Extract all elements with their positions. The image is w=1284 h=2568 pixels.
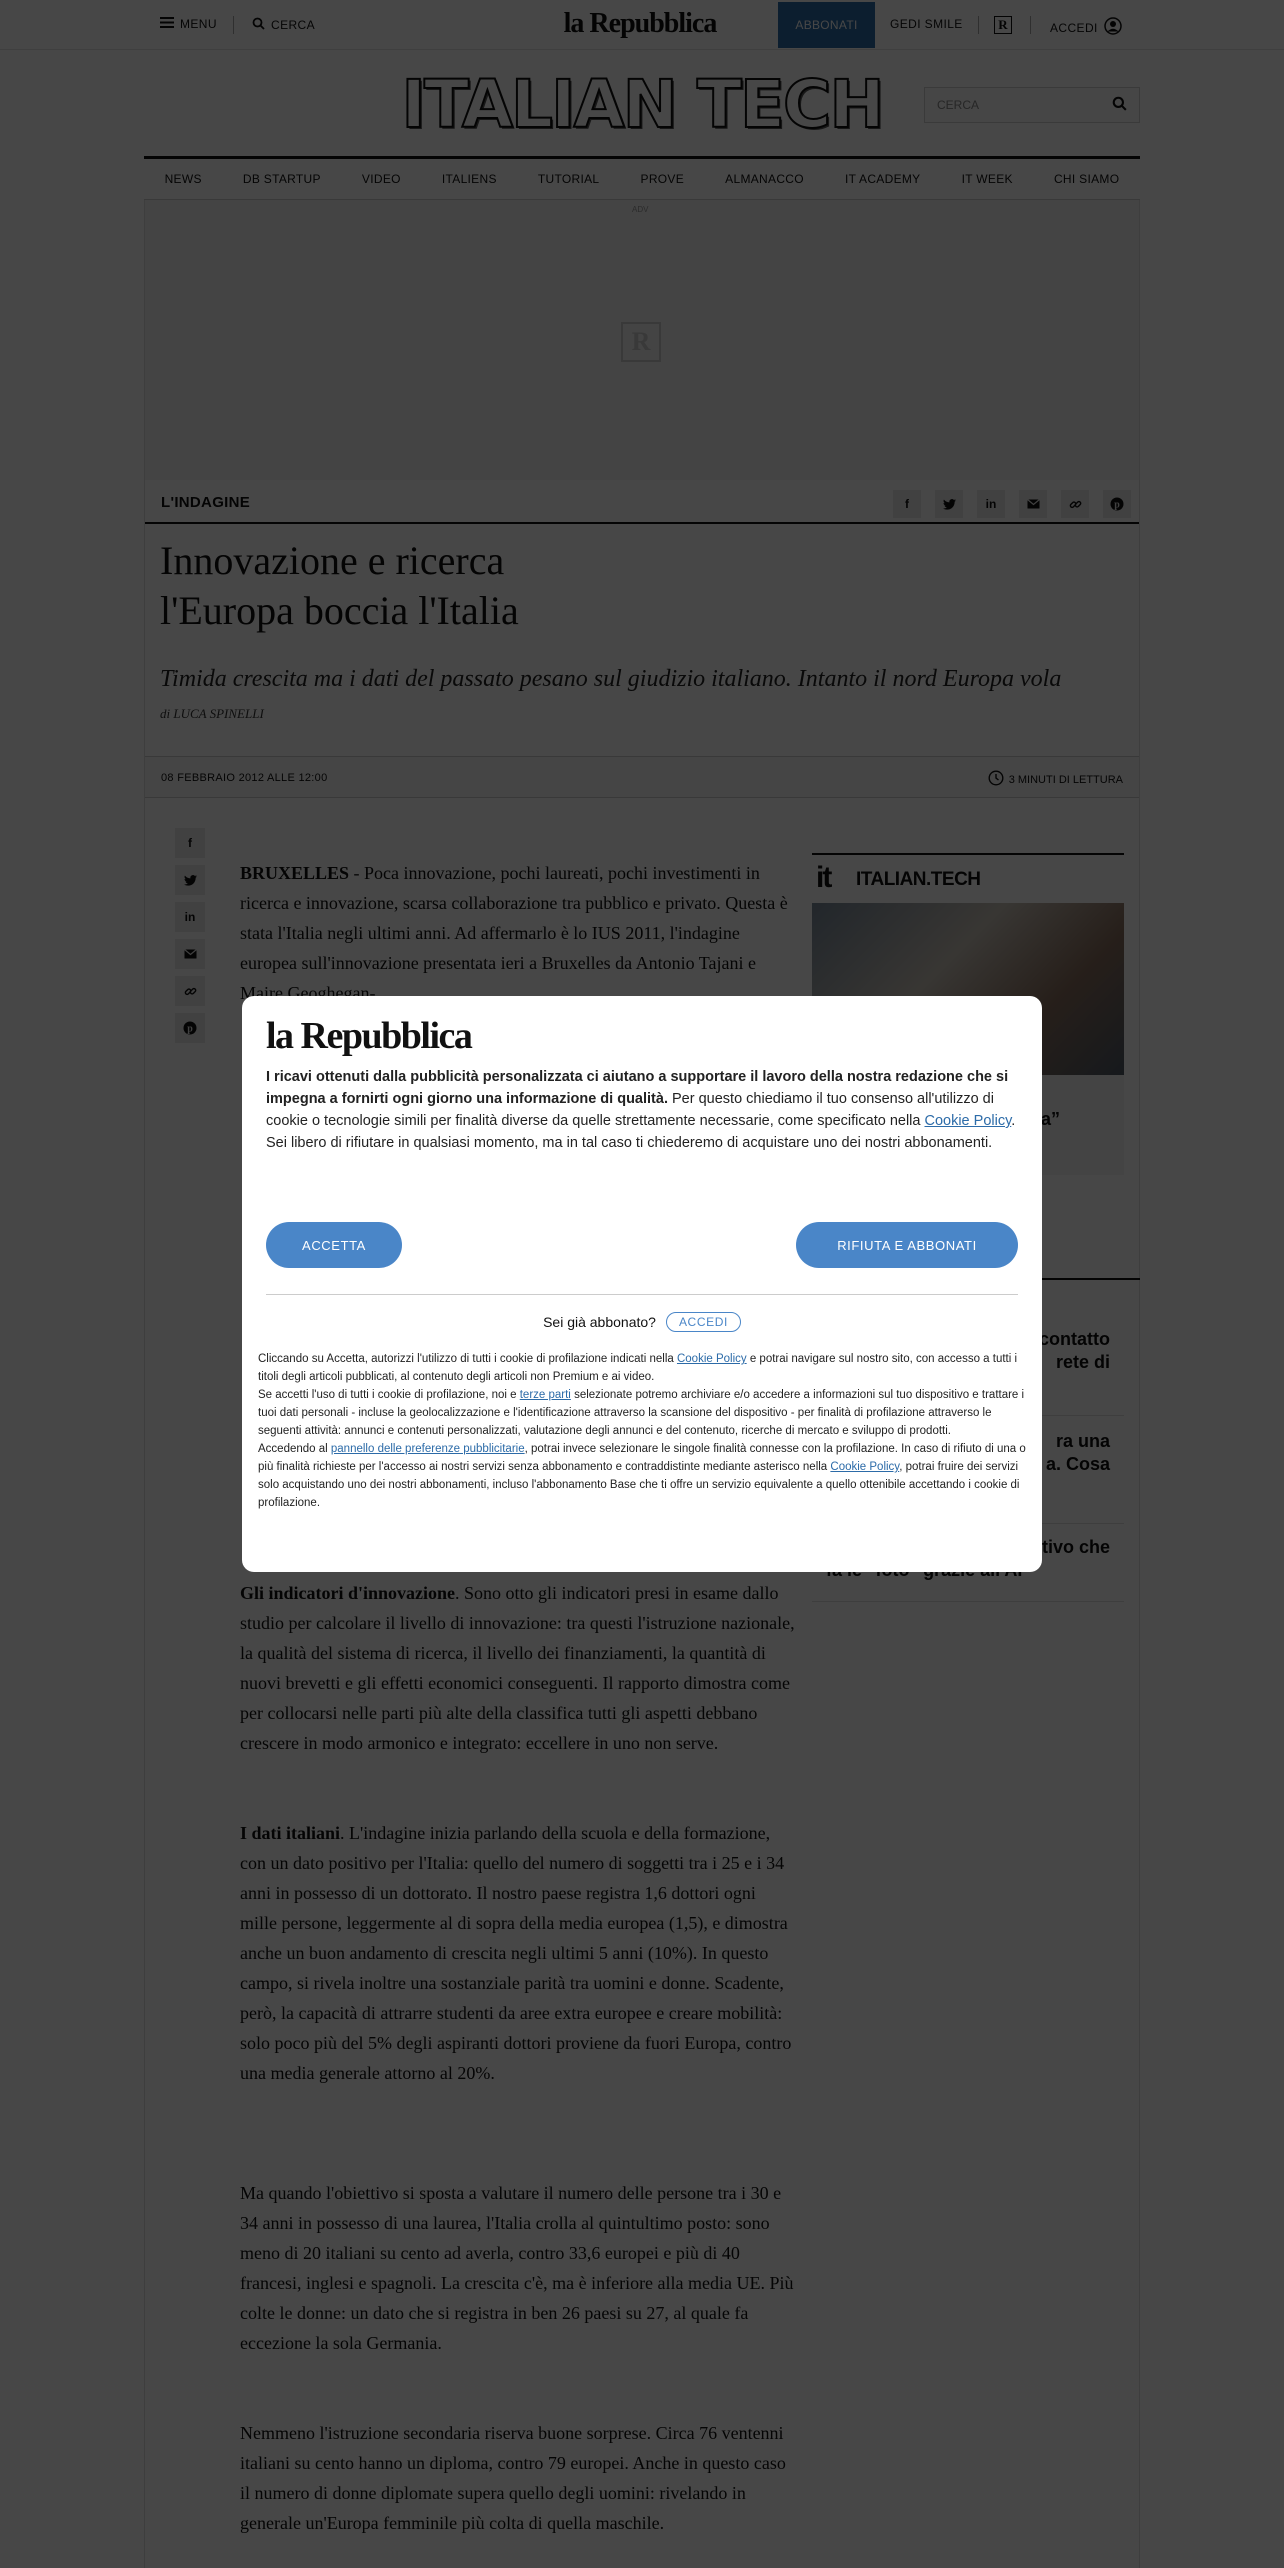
already-subscribed-label: Sei già abbonato? [543, 1314, 656, 1330]
cookie-policy-link[interactable]: Cookie Policy [830, 1461, 900, 1473]
consent-text-a: Per questo chiediamo il tuo consenso all'utilizzo di cookie o tecnologie simili per finalità diverse da quelle strettamente necessarie, come specificato nella [266, 1091, 994, 1129]
fine-print-text: , potrai fruire dei servizi solo acquistando uno dei nostri abbonamenti, incluso l'abbonamento Base che ti offre un servizio equivalente a quello ottenibile accettando i cookie di profilazione. [258, 1461, 1020, 1509]
third-parties-link[interactable]: terze parti [519, 1389, 571, 1401]
accept-button[interactable]: ACCETTA [266, 1222, 402, 1268]
cookie-consent-dialog [242, 996, 1042, 1572]
consent-bold-text: I ricavi ottenuti dalla pubblicità personalizzata ci aiutano a supportare il lavoro della nostra redazione che si impegna a fornirti ogni giorno una informazione di qualità. [266, 1069, 1009, 1107]
cookie-policy-link[interactable]: Cookie Policy [676, 1353, 747, 1365]
reject-and-subscribe-button[interactable]: RIFIUTA E ABBONATI [796, 1222, 1018, 1268]
already-subscribed-row [242, 1312, 1042, 1332]
consent-text-c: Sei libero di rifiutare in qualsiasi momento, ma in tal caso ti chiederemo di acquistare uno dei nostri abbonamenti. [266, 1135, 993, 1151]
fine-print-text: selezionate potremo archiviare e/o accedere a informazioni sul tuo dispositivo e trattare i tuoi dati personali - incluse la geolocalizzazione e l'identificazione attraverso la scansione del dispositivo - per finalità di profilazione attraverso le seguenti attività: annunci e contenuti personalizzati, valutazione degli annunci e del contenuto, ricerche di mercato e sviluppo di prodotti. [258, 1389, 1025, 1437]
modal-logo: la Repubblica [266, 1015, 472, 1057]
modal-login-button[interactable]: ACCEDI [666, 1312, 741, 1332]
fine-print-text: e potrai navigare sul nostro sito, con accesso a tutti i titoli degli articoli pubblicati, al contenuto degli articoli non Premium e ai video. [258, 1353, 1018, 1383]
consent-text-b: . [1011, 1113, 1016, 1129]
consent-text [266, 1066, 1018, 1154]
fine-print-text: Accedendo al [258, 1443, 331, 1455]
consent-fine-print [258, 1350, 1028, 1512]
fine-print-text: Se accetti l'uso di tutti i cookie di profilazione, noi e [258, 1389, 520, 1401]
fine-print-text: Cliccando su Accetta, autorizzi l'utilizzo di tutti i cookie di profilazione indicati nella [258, 1353, 677, 1365]
fine-print-text: , potrai invece selezionare le singole finalità connesse con la profilazione. In caso di rifiuto di una o più finalità richieste per l'accesso ai nostri servizi senza abbonamento e contraddistinte mediante asterisco nella [258, 1443, 1026, 1473]
ad-preferences-link[interactable]: pannello delle preferenze pubblicitarie [330, 1443, 525, 1455]
divider [266, 1294, 1018, 1295]
cookie-policy-link[interactable]: Cookie Policy [924, 1113, 1012, 1129]
